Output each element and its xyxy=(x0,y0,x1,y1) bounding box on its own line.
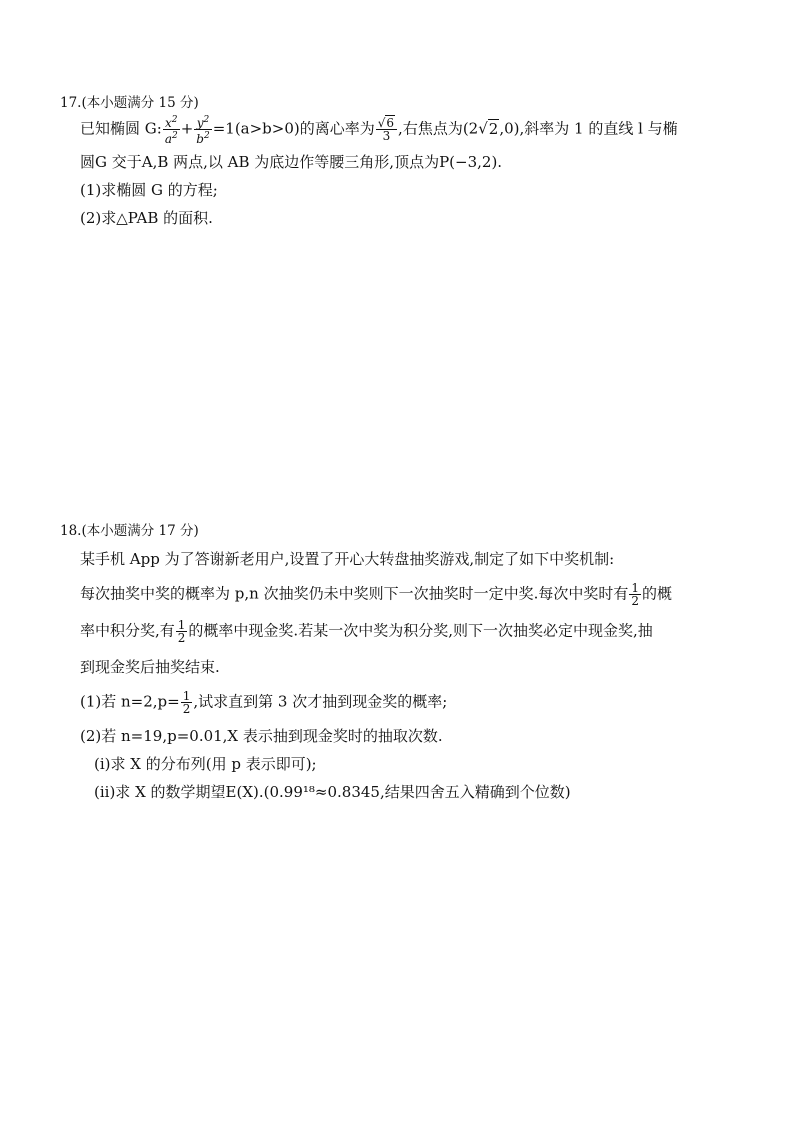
fraction-x2-a2: $\frac{x^2}{a^2}$ xyxy=(164,115,178,146)
fraction-sqrt6-3: $\frac{√6}{3}$ xyxy=(376,117,397,142)
problem-17-header: 17.(本小题满分 15 分) xyxy=(60,95,199,111)
problem-18-line-2 xyxy=(80,582,750,607)
fraction-one-half: $\frac{1}{2}$ xyxy=(177,618,186,645)
problem-18-line-3 xyxy=(80,619,750,644)
problem-18-question-1 xyxy=(80,690,750,715)
text: 每次抽奖中奖的概率为 p,n 次抽奖仍未中奖则下一次抽奖时一定中奖.每次中奖时有 xyxy=(80,584,629,603)
problem-18-header: 18.(本小题满分 17 分) xyxy=(60,523,199,539)
problem-17 xyxy=(60,92,750,229)
problem-17-question-2: (2)求△PAB 的面积. xyxy=(80,209,213,227)
problem-18-question-2-i: (i)求 X 的分布列(用 p 表示即可); xyxy=(94,755,317,773)
problem-17-line-1: 已知椭圆 G: $\frac{x^2}{a^2}$ + $\frac{y^2}{b^2}$ =1(a>b>0)的离心率为 $\frac{√6}{3}$ ,右焦点为(2√2,0),斜率为 1 的直线 l 与椭 xyxy=(80,115,678,146)
fraction-one-half: $\frac{1}{2}$ xyxy=(631,581,639,608)
text: =1(a>b>0)的离心率为 xyxy=(212,119,375,138)
problem-18-question-2: (2)若 n=19,p=0.01,X 表示抽到现金奖时的抽取次数. xyxy=(80,727,443,745)
text: 的概 xyxy=(641,584,672,603)
text: 的概率中现金奖.若某一次中奖为积分奖,则下一次抽奖必定中现金奖,抽 xyxy=(188,621,653,640)
problem-18-line-1: 某手机 App 为了答谢新老用户,设置了开心大转盘抽奖游戏,制定了如下中奖机制: xyxy=(80,550,615,568)
fraction-one-half: $\frac{1}{2}$ xyxy=(182,689,191,716)
fraction-y2-b2: $\frac{y^2}{b^2}$ xyxy=(196,115,210,146)
problem-18 xyxy=(60,520,750,803)
text: 已知椭圆 G: xyxy=(80,119,162,138)
text: ,0),斜率为 1 的直线 l 与椭 xyxy=(499,119,678,138)
problem-18-line-4: 到现金奖后抽奖结束. xyxy=(80,658,220,676)
problem-18-question-2-ii: (ii)求 X 的数学期望E(X).(0.99¹⁸≈0.8345,结果四舍五入精确到个位数) xyxy=(94,783,571,801)
text: ,试求直到第 3 次才抽到现金奖的概率; xyxy=(193,692,448,711)
text: ,右焦点为(2 xyxy=(398,119,479,138)
text: (1)若 n=2,p= xyxy=(80,692,180,711)
problem-17-question-1: (1)求椭圆 G 的方程; xyxy=(80,181,218,199)
problem-17-line-2: 圆G 交于A,B 两点,以 AB 为底边作等腰三角形,顶点为P(−3,2). xyxy=(80,153,503,171)
text: 率中积分奖,有 xyxy=(80,621,175,640)
